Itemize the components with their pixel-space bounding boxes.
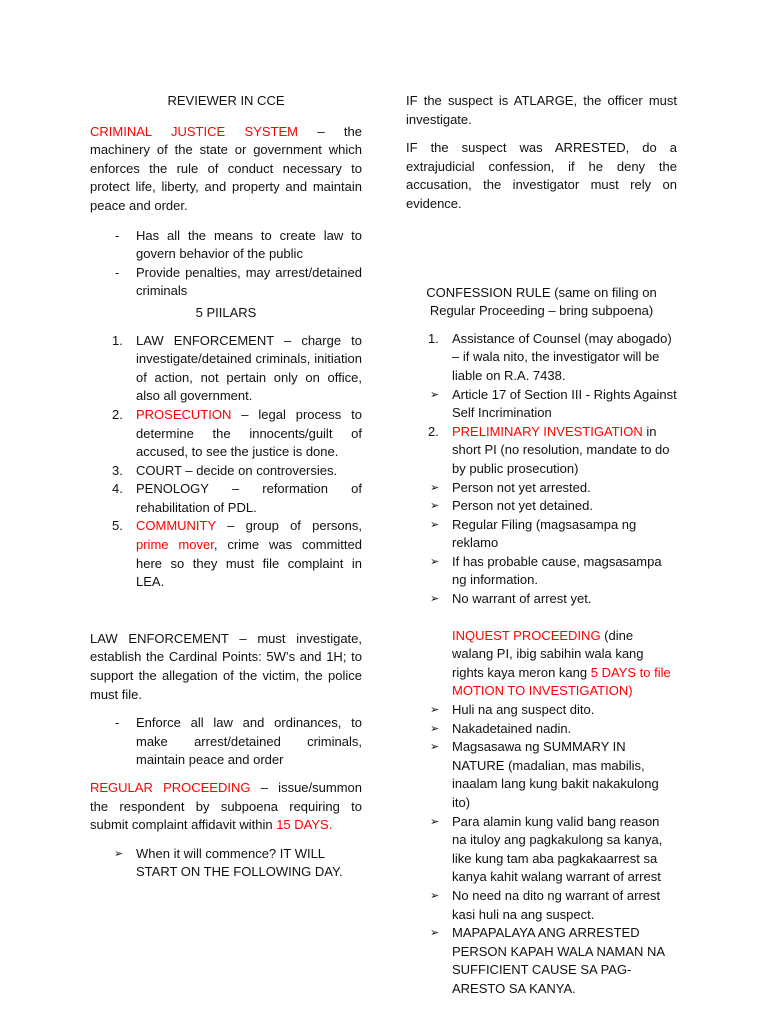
confession-list xyxy=(406,330,677,609)
list-item: ➢ Nakadetained nadin. xyxy=(406,720,677,739)
cjs-bullet-list xyxy=(90,227,362,301)
arrow-marker: ➢ xyxy=(430,704,440,717)
arrow-marker: ➢ xyxy=(430,518,440,531)
left-column xyxy=(90,92,362,882)
list-item: ➢ No warrant of arrest yet. xyxy=(406,590,677,609)
list-item: ➢ Person not yet arrested. xyxy=(406,479,677,498)
arrow-marker: ➢ xyxy=(430,481,440,494)
arrow-marker: ➢ xyxy=(430,889,440,902)
list-item: ➢ Magsasawa ng SUMMARY IN NATURE (madalian, mas mabilis, inaalam lang kung bakit nakakulong ito) xyxy=(430,739,659,810)
arrow-marker: ➢ xyxy=(430,555,440,568)
list-item: 5. COMMUNITY – group of persons, prime mover, crime was committed here so they must file complaint in LEA. xyxy=(112,518,362,590)
list-item: 2. PRELIMINARY INVESTIGATION in short PI (no resolution, mandate to do by public prosecution) xyxy=(428,423,670,476)
list-item: 2. PROSECUTION – legal process to determine the innocents/guilt of accused, to see the justice is done. xyxy=(112,406,362,460)
pillars-heading: 5 PIILARS xyxy=(195,304,257,320)
arrow-marker: ➢ xyxy=(430,927,440,940)
right-column xyxy=(406,92,677,999)
law-enforcement-paragraph: LAW ENFORCEMENT – must investigate, establish the Cardinal Points: 5W’s and 1H; to support the allegation of the victim, the police must file. xyxy=(90,630,362,702)
list-item: - Has all the means to create law to govern behavior of the public xyxy=(115,227,362,262)
dash-marker: - xyxy=(115,264,120,280)
list-item: ➢ MAPAPALAYA ANG ARRESTED PERSON KAPAH WALA NAMAN NA SUFFICIENT CAUSE SA PAG-ARESTO SA KANYA. xyxy=(430,925,665,996)
list-item: ➢ Person not yet detained. xyxy=(406,497,677,516)
list-item: ➢ Article 17 of Section III - Rights Against Self Incrimination xyxy=(430,386,677,421)
cjs-definition xyxy=(90,123,362,216)
arrow-marker: ➢ xyxy=(430,815,440,828)
dash-marker: - xyxy=(115,715,120,731)
arrow-marker: ➢ xyxy=(430,388,440,401)
list-item: - Provide penalties, may arrest/detained criminals xyxy=(115,264,362,299)
arrow-marker: ➢ xyxy=(114,847,124,860)
list-item: ➢ Regular Filing (magsasampa ng reklamo xyxy=(430,516,637,551)
list-item: ➢ No need na dito ng warrant of arrest kasi huli na ang suspect. xyxy=(430,887,661,922)
cjs-def-text: – the machinery of the state or government which enforces the rule of conduct necessary to protect life, liberty, and property and maintain peace and order. xyxy=(90,123,363,213)
list-item: 1. LAW ENFORCEMENT – charge to investigate/detained criminals, initiation of action, not pertain only on office, also all government. xyxy=(112,332,362,404)
list-item: 3. COURT – decide on controversies. xyxy=(112,462,338,478)
le-bullet-list xyxy=(90,714,362,770)
dash-marker: - xyxy=(115,227,120,243)
rp-arrow-list xyxy=(90,845,362,882)
list-item: ➢ Huli na ang suspect dito. xyxy=(406,701,677,720)
regular-proceeding-paragraph: REGULAR PROCEEDING – issue/summon the respondent by subpoena requiring to submit complaint affidavit within 15 DAYS. xyxy=(90,780,362,833)
arrow-marker: ➢ xyxy=(430,593,440,606)
list-item: - Enforce all law and ordinances, to make arrest/detained criminals, maintain peace and order xyxy=(115,715,362,768)
arrow-marker: ➢ xyxy=(430,741,440,754)
arrow-marker: ➢ xyxy=(430,722,440,735)
list-item: ➢ When it will commence? IT WILL START ON THE FOLLOWING DAY. xyxy=(114,845,343,880)
list-item: 1. Assistance of Counsel (may abogado) – if wala nito, the investigator will be liable on R.A. 7438. xyxy=(428,330,672,383)
list-item: ➢ If has probable cause, magsasampa ng information. xyxy=(430,553,662,588)
arrow-marker: ➢ xyxy=(430,500,440,513)
atlarge-paragraph: IF the suspect is ATLARGE, the officer must investigate. xyxy=(406,93,677,127)
cjs-term: CRIMINAL JUSTICE SYSTEM xyxy=(90,123,298,139)
document-title: REVIEWER IN CCE xyxy=(167,93,285,108)
arrested-paragraph: IF the suspect was ARRESTED, do a extrajudicial confession, if he deny the accusation, the investigator must rely on evidence. xyxy=(406,140,677,211)
inquest-arrow-list xyxy=(406,701,677,999)
confession-rule-heading: CONFESSION RULE (same on filing on Regular Proceeding – bring subpoena) xyxy=(426,284,657,319)
list-item: ➢ Para alamin kung valid bang reason na ituloy ang pagkakulong sa kanya, like kung tam aba pagkakaarrest sa kanya kahit walang warrant of arrest xyxy=(430,813,663,885)
inquest-paragraph: INQUEST PROCEEDING (dine walang PI, ibig sabihin wala kang rights kaya meron kang 5 DAYS to file MOTION TO INVESTIGATION) xyxy=(452,627,671,699)
list-item: 4. PENOLOGY – reformation of rehabilitation of PDL. xyxy=(112,481,362,515)
pillars-list xyxy=(90,332,362,592)
